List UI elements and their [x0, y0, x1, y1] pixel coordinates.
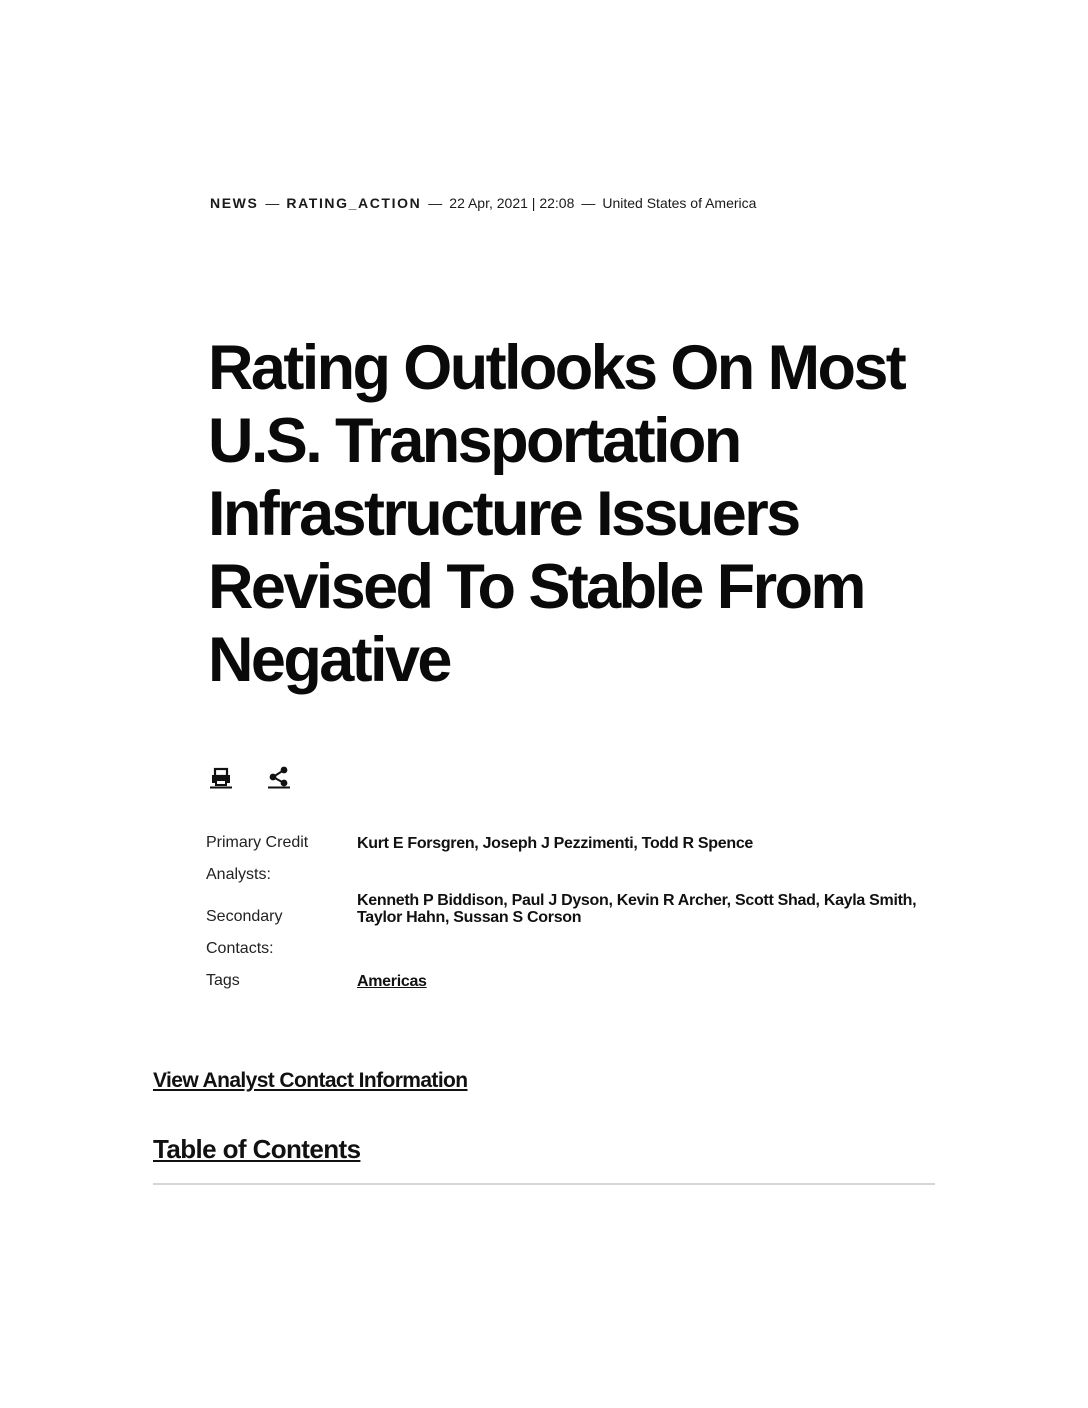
view-analyst-contact-link[interactable]: View Analyst Contact Information — [153, 1069, 468, 1092]
meta-type: RATING_ACTION — [286, 195, 422, 211]
secondary-contacts-label: Secondary Contacts: — [206, 908, 283, 957]
article-title: Rating Outlooks On Most U.S. Transportation Infrastructure Issuers Revised To Stable From Negative — [208, 333, 905, 695]
meta-datetime: 22 Apr, 2021 | 22:08 — [449, 195, 575, 211]
tags-label: Tags — [206, 972, 240, 989]
divider — [153, 1183, 935, 1185]
meta-category: NEWS — [210, 195, 259, 211]
primary-analysts-value: Kurt E Forsgren, Joseph J Pezzimenti, Todd R Spence — [357, 835, 754, 852]
table-of-contents-link[interactable]: Table of Contents — [153, 1134, 361, 1164]
meta-region: United States of America — [602, 195, 757, 211]
meta-separator: — — [581, 195, 596, 211]
primary-analysts-label: Primary Credit Analysts: — [206, 834, 309, 883]
printer-icon — [210, 765, 232, 789]
print-button[interactable] — [210, 765, 232, 789]
share-button[interactable] — [268, 765, 290, 789]
article-tools — [210, 765, 290, 789]
tag-americas-link[interactable]: Americas — [357, 973, 427, 990]
article-meta — [210, 194, 756, 212]
share-icon — [268, 765, 290, 789]
meta-separator: — — [265, 195, 280, 211]
secondary-contacts-value: Kenneth P Biddison, Paul J Dyson, Kevin R Archer, Scott Shad, Kayla Smith, Taylor Hahn, Sussan S Corson — [357, 892, 917, 926]
meta-separator: — — [428, 195, 443, 211]
